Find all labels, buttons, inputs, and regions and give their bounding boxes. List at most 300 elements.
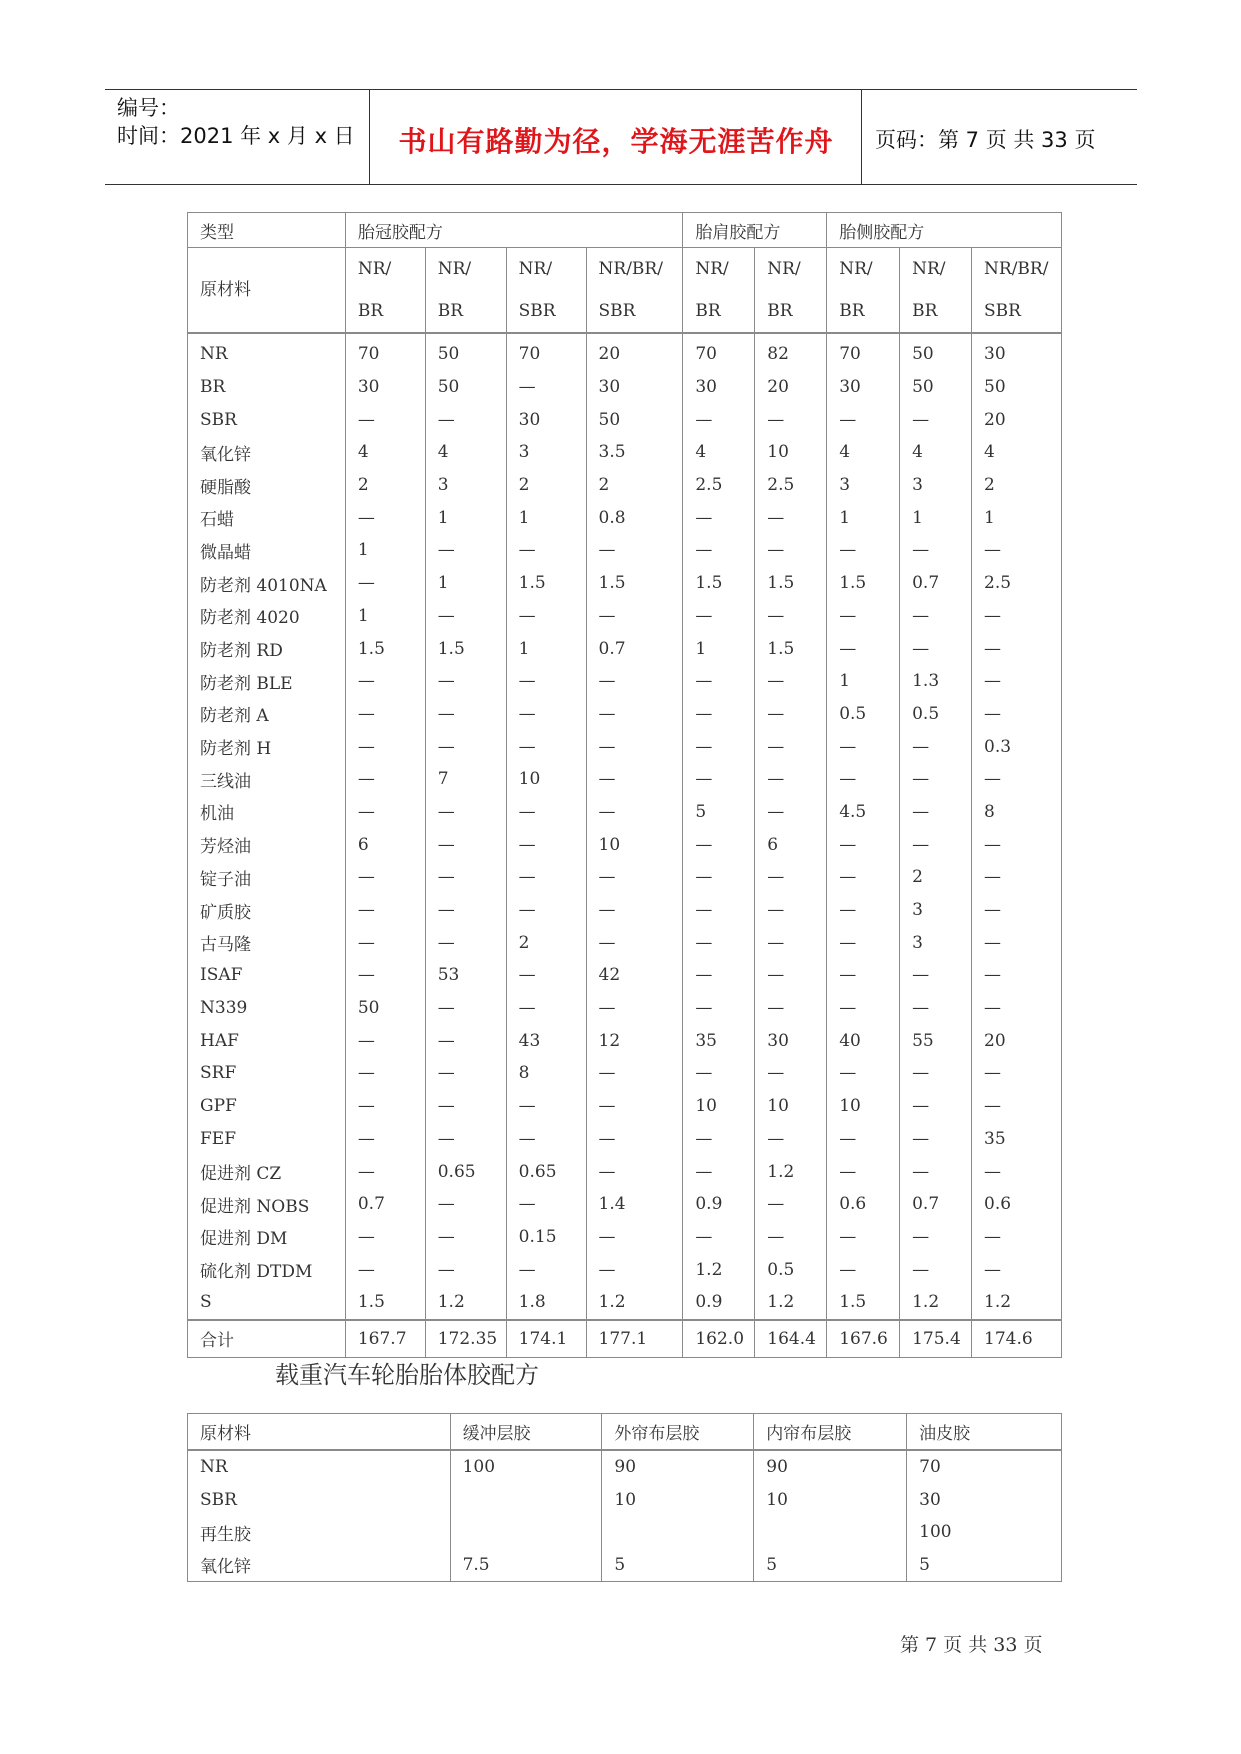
header-info [117,94,377,150]
amount-cell: 30 [827,371,900,404]
amount-cell: 1 [506,501,586,534]
amount-cell: — [345,1090,425,1123]
amount-cell [450,1484,602,1517]
amount-cell: 2 [506,926,586,959]
amount-cell: — [755,959,827,992]
amount-cell: 20 [972,1024,1062,1057]
carcass-formula-table [187,1413,1062,1582]
amount-cell: — [683,665,755,698]
total-cell: 174.1 [506,1320,586,1358]
amount-cell: — [827,403,900,436]
amount-cell: 50 [345,992,425,1025]
amount-cell: 3 [900,469,972,502]
amount-cell: 4 [345,436,425,469]
amount-cell: — [972,992,1062,1025]
amount-cell: — [683,992,755,1025]
material-name-cell: 氧化锌 [188,436,346,469]
material-name-cell: NR [188,1450,451,1484]
total-cell: 177.1 [586,1320,683,1358]
amount-cell: — [345,501,425,534]
amount-cell: 10 [755,1090,827,1123]
amount-cell: 5 [754,1549,907,1582]
amount-cell: — [755,403,827,436]
material-name-cell: 石蜡 [188,501,346,534]
amount-cell: — [425,600,506,633]
amount-cell: — [345,894,425,927]
amount-cell: — [900,534,972,567]
table-row [188,632,1062,665]
compound-type-bottom: BR [767,301,793,321]
amount-cell: — [506,665,586,698]
amount-cell: 2 [586,469,683,502]
amount-cell: 1.5 [345,1286,425,1320]
amount-cell: — [827,534,900,567]
amount-cell: 1.5 [755,567,827,600]
amount-cell: — [586,992,683,1025]
amount-cell: — [755,1057,827,1090]
amount-cell: — [827,959,900,992]
amount-cell: — [425,828,506,861]
table-row [188,796,1062,829]
material-name-cell: SRF [188,1057,346,1090]
header-divider [369,90,370,184]
amount-cell: 0.7 [900,1188,972,1221]
amount-cell: — [506,371,586,404]
amount-cell: — [506,828,586,861]
amount-cell: — [900,1123,972,1156]
compound-type-bottom: BR [695,301,721,321]
tread-formula-table [187,212,1062,1358]
column-header: 外帘布层胶 [602,1414,754,1451]
amount-cell: 0.5 [900,698,972,731]
amount-cell: 1.2 [972,1286,1062,1320]
amount-cell: 30 [755,1024,827,1057]
amount-cell: 7 [425,763,506,796]
amount-cell: — [683,1057,755,1090]
amount-cell: 1.2 [755,1286,827,1320]
table-header-row [188,1414,1062,1451]
table-row [188,403,1062,436]
total-label: 合计 [188,1320,346,1358]
amount-cell: — [827,1057,900,1090]
amount-cell: — [972,926,1062,959]
amount-cell: — [827,632,900,665]
amount-cell: 1.2 [425,1286,506,1320]
amount-cell: — [755,894,827,927]
material-column-header: 原材料 [188,248,346,334]
amount-cell: 50 [900,371,972,404]
amount-cell: 35 [683,1024,755,1057]
amount-cell: — [345,926,425,959]
compound-type-bottom: BR [912,301,938,321]
amount-cell: — [425,1057,506,1090]
table-row [188,1516,1062,1549]
compound-header-row [188,248,1062,334]
material-name-cell: 防老剂 RD [188,632,346,665]
amount-cell: 1 [827,501,900,534]
amount-cell: — [683,501,755,534]
amount-cell: — [972,534,1062,567]
amount-cell: 1 [900,501,972,534]
amount-cell: 70 [827,333,900,371]
amount-cell: — [900,796,972,829]
amount-cell: 1.2 [755,1155,827,1188]
amount-cell: 20 [972,403,1062,436]
amount-cell: 100 [907,1516,1062,1549]
amount-cell: — [900,1057,972,1090]
amount-cell: 50 [972,371,1062,404]
material-name-cell: 再生胶 [188,1516,451,1549]
amount-cell: — [683,959,755,992]
compound-type-header [755,248,827,334]
material-name-cell: 防老剂 H [188,730,346,763]
table-row [188,436,1062,469]
amount-cell: — [755,763,827,796]
amount-cell: 1.5 [345,632,425,665]
amount-cell: — [972,665,1062,698]
material-name-cell: 促进剂 NOBS [188,1188,346,1221]
compound-type-bottom: BR [357,301,384,321]
amount-cell: 1.5 [755,632,827,665]
compound-type-header [827,248,900,334]
amount-cell: — [345,665,425,698]
material-name-cell: GPF [188,1090,346,1123]
table-row [188,665,1062,698]
material-name-cell: SBR [188,403,346,436]
amount-cell: 1 [345,600,425,633]
amount-cell: 3 [506,436,586,469]
compound-type-header [345,248,425,334]
amount-cell: — [683,403,755,436]
amount-cell: 10 [827,1090,900,1123]
table-row [188,828,1062,861]
amount-cell: 53 [425,959,506,992]
table-row [188,1221,1062,1254]
material-name-cell: SBR [188,1484,451,1517]
amount-cell: — [827,600,900,633]
amount-cell: — [972,632,1062,665]
amount-cell: 50 [900,333,972,371]
amount-cell: — [506,796,586,829]
material-name-cell: 促进剂 DM [188,1221,346,1254]
amount-cell: 0.7 [345,1188,425,1221]
table-row [188,992,1062,1025]
amount-cell: — [827,926,900,959]
amount-cell: 0.8 [586,501,683,534]
amount-cell: — [827,992,900,1025]
amount-cell: 20 [755,371,827,404]
table-row [188,501,1062,534]
table-row [188,567,1062,600]
amount-cell: — [425,1090,506,1123]
amount-cell: 8 [972,796,1062,829]
amount-cell: 0.9 [683,1286,755,1320]
compound-type-header [425,248,506,334]
amount-cell: 2 [972,469,1062,502]
compound-type-top: NR/ [839,259,873,279]
total-cell: 167.6 [827,1320,900,1358]
amount-cell: — [972,600,1062,633]
amount-cell: 3 [900,926,972,959]
compound-type-header [586,248,683,334]
amount-cell: 1 [345,534,425,567]
amount-cell: 0.15 [506,1221,586,1254]
material-name-cell: ISAF [188,959,346,992]
amount-cell: — [900,992,972,1025]
amount-cell: — [683,600,755,633]
amount-cell: — [827,1123,900,1156]
table-row [188,1484,1062,1517]
amount-cell: — [345,730,425,763]
amount-cell: — [586,894,683,927]
amount-cell: — [972,1057,1062,1090]
amount-cell: 20 [586,333,683,371]
amount-cell: — [683,1221,755,1254]
amount-cell: — [345,1024,425,1057]
amount-cell: — [755,698,827,731]
amount-cell: 50 [425,371,506,404]
material-name-cell: FEF [188,1123,346,1156]
table-row [188,1024,1062,1057]
material-name-cell: 防老剂 A [188,698,346,731]
amount-cell: 0.6 [827,1188,900,1221]
table-row [188,730,1062,763]
amount-cell: 2.5 [972,567,1062,600]
amount-cell: — [683,926,755,959]
page-header [105,89,1137,185]
amount-cell: — [755,796,827,829]
amount-cell: — [900,1221,972,1254]
amount-cell: 1.5 [827,1286,900,1320]
amount-cell: 0.7 [586,632,683,665]
amount-cell: 10 [683,1090,755,1123]
amount-cell: — [972,698,1062,731]
amount-cell: — [586,1090,683,1123]
table-row [188,600,1062,633]
amount-cell: — [506,1123,586,1156]
compound-type-top: NR/ [767,259,801,279]
amount-cell: 1.4 [586,1188,683,1221]
material-name-cell: 硫化剂 DTDM [188,1253,346,1286]
amount-cell: 50 [425,333,506,371]
amount-cell: — [972,1090,1062,1123]
amount-cell: — [755,600,827,633]
amount-cell: 2.5 [755,469,827,502]
total-cell: 162.0 [683,1320,755,1358]
amount-cell: — [972,1221,1062,1254]
amount-cell: — [683,861,755,894]
table-row [188,861,1062,894]
table-row [188,1057,1062,1090]
amount-cell: — [586,534,683,567]
amount-cell: 10 [755,436,827,469]
amount-cell: 4 [425,436,506,469]
compound-type-top: NR/BR/ [598,259,663,279]
amount-cell: 0.5 [755,1253,827,1286]
amount-cell: 10 [586,828,683,861]
compound-type-top: NR/BR/ [984,259,1049,279]
amount-cell: — [506,698,586,731]
amount-cell: 30 [506,403,586,436]
amount-cell: — [827,730,900,763]
amount-cell: — [425,1024,506,1057]
amount-cell: — [586,861,683,894]
table-row [188,371,1062,404]
amount-cell: 1.5 [506,567,586,600]
amount-cell: — [827,1155,900,1188]
amount-cell: — [506,600,586,633]
amount-cell: 1.5 [586,567,683,600]
compound-type-header [683,248,755,334]
amount-cell: — [506,894,586,927]
amount-cell: — [900,763,972,796]
amount-cell: 1.2 [683,1253,755,1286]
amount-cell: — [425,894,506,927]
amount-cell: — [827,763,900,796]
amount-cell: 4.5 [827,796,900,829]
table-row [188,1450,1062,1484]
table-row [188,698,1062,731]
material-name-cell: 防老剂 BLE [188,665,346,698]
amount-cell: 0.5 [827,698,900,731]
material-name-cell: N339 [188,992,346,1025]
amount-cell: 82 [755,333,827,371]
amount-cell: 1.3 [900,665,972,698]
amount-cell: 10 [602,1484,754,1517]
amount-cell: — [972,1253,1062,1286]
material-name-cell: 锭子油 [188,861,346,894]
amount-cell: — [586,1057,683,1090]
table-row [188,1188,1062,1221]
total-row [188,1320,1062,1358]
header-slogan: 书山有路勤为径，学海无涯苦作舟 [398,125,834,158]
table-row [188,534,1062,567]
amount-cell: 1 [827,665,900,698]
amount-cell: 35 [972,1123,1062,1156]
material-name-cell: 防老剂 4010NA [188,567,346,600]
amount-cell: — [683,828,755,861]
amount-cell: — [972,828,1062,861]
amount-cell: — [900,959,972,992]
amount-cell: 4 [972,436,1062,469]
amount-cell: 70 [907,1450,1062,1484]
amount-cell: — [425,403,506,436]
amount-cell: 30 [683,371,755,404]
amount-cell: 4 [683,436,755,469]
amount-cell: — [425,861,506,894]
amount-cell: — [425,698,506,731]
amount-cell: 1.8 [506,1286,586,1320]
compound-type-bottom: SBR [518,301,556,321]
amount-cell: — [586,698,683,731]
amount-cell: 70 [683,333,755,371]
amount-cell: — [755,861,827,894]
amount-cell: — [586,763,683,796]
amount-cell: — [683,1123,755,1156]
amount-cell: 2 [506,469,586,502]
compound-type-bottom: BR [839,301,865,321]
amount-cell [754,1516,907,1549]
total-cell: 174.6 [972,1320,1062,1358]
amount-cell: — [827,1253,900,1286]
column-header: 内帘布层胶 [754,1414,907,1451]
amount-cell: — [900,1253,972,1286]
amount-cell: 12 [586,1024,683,1057]
amount-cell: — [345,403,425,436]
amount-cell: — [755,730,827,763]
material-name-cell: 氧化锌 [188,1549,451,1582]
amount-cell: — [345,796,425,829]
amount-cell: — [506,1188,586,1221]
amount-cell: 10 [506,763,586,796]
amount-cell: 3 [425,469,506,502]
amount-cell: 50 [586,403,683,436]
amount-cell: 1.5 [683,567,755,600]
compound-type-top: NR/ [437,259,472,279]
amount-cell: 100 [450,1450,602,1484]
amount-cell: — [683,698,755,731]
compound-type-header [506,248,586,334]
amount-cell [602,1516,754,1549]
amount-cell: — [586,600,683,633]
amount-cell: — [586,1155,683,1188]
compound-type-header [900,248,972,334]
table-row [188,333,1062,371]
material-name-cell: 硬脂酸 [188,469,346,502]
total-cell: 172.35 [425,1320,506,1358]
amount-cell: — [345,1057,425,1090]
table-row [188,926,1062,959]
amount-cell: — [827,894,900,927]
amount-cell: — [755,1188,827,1221]
amount-cell: — [425,1123,506,1156]
amount-cell: — [586,926,683,959]
amount-cell: — [755,926,827,959]
column-header: 油皮胶 [907,1414,1062,1451]
table-row [188,1549,1062,1582]
amount-cell: 30 [972,333,1062,371]
amount-cell: — [506,534,586,567]
amount-cell: — [683,730,755,763]
amount-cell: 3 [900,894,972,927]
header-page-number: 页码：第 7 页 共 33 页 [875,128,1096,152]
amount-cell: — [827,828,900,861]
amount-cell: 8 [506,1057,586,1090]
amount-cell: — [683,534,755,567]
type-label: 类型 [188,213,346,248]
table-row [188,894,1062,927]
table-row [188,1286,1062,1320]
amount-cell: — [586,730,683,763]
amount-cell: 4 [900,436,972,469]
amount-cell: 2.5 [683,469,755,502]
amount-cell: 40 [827,1024,900,1057]
amount-cell: 1 [972,501,1062,534]
material-name-cell: 芳烃油 [188,828,346,861]
amount-cell: — [345,861,425,894]
amount-cell: — [506,730,586,763]
amount-cell: — [345,959,425,992]
amount-cell: 1 [425,501,506,534]
amount-cell: 1 [425,567,506,600]
amount-cell: — [506,1253,586,1286]
amount-cell: — [345,1123,425,1156]
material-name-cell: 矿质胶 [188,894,346,927]
amount-cell: — [972,894,1062,927]
material-name-cell: NR [188,333,346,371]
amount-cell: — [972,1155,1062,1188]
amount-cell: 2 [345,469,425,502]
